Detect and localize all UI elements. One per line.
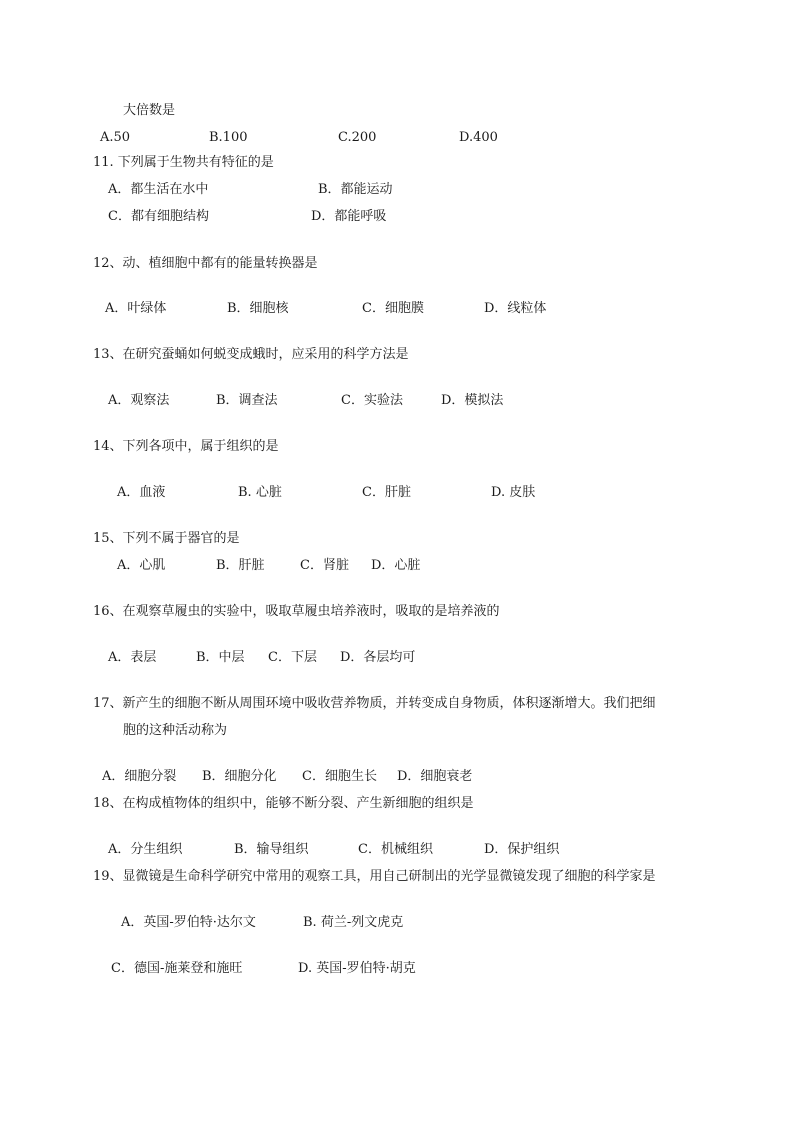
question-15-option-c: C．肾脏: [300, 558, 349, 573]
question-13-option-b: B．调查法: [216, 393, 278, 408]
question-10-option-b: B.100: [209, 130, 248, 145]
question-13-option-c: C．实验法: [341, 393, 403, 408]
question-11-stem: 11. 下列属于生物共有特征的是: [93, 155, 274, 170]
question-11-option-d: D．都能呼吸: [311, 209, 387, 224]
question-13-option-d: D．模拟法: [441, 393, 504, 408]
question-16-stem: 16、在观察草履虫的实验中，吸取草履虫培养液时，吸取的是培养液的: [93, 604, 500, 619]
question-15-stem: 15、下列不属于器官的是: [93, 531, 240, 546]
question-19-option-a: A．英国-罗伯特·达尔文: [121, 915, 256, 930]
question-14-option-c: C．肝脏: [362, 485, 411, 500]
question-12-option-d: D．线粒体: [484, 301, 547, 316]
question-18-option-c: C．机械组织: [358, 842, 433, 857]
question-11-option-b: B．都能运动: [318, 182, 393, 197]
question-14-option-d: D. 皮肤: [491, 485, 536, 500]
question-10-option-d: D.400: [459, 130, 498, 145]
question-16-option-b: B．中层: [196, 650, 245, 665]
question-17-stem-line-1: 17、新产生的细胞不断从周围环境中吸收营养物质，并转变成自身物质，体积逐渐增大。我们把细: [93, 696, 656, 711]
question-18-option-b: B．输导组织: [234, 842, 309, 857]
question-11-option-c: C．都有细胞结构: [108, 209, 209, 224]
question-14-stem: 14、下列各项中，属于组织的是: [93, 439, 279, 454]
question-18-option-a: A．分生组织: [108, 842, 183, 857]
question-19-option-b: B. 荷兰-列文虎克: [303, 915, 404, 930]
question-10-option-a: A.50: [100, 130, 131, 145]
question-19-stem: 19、显微镜是生命科学研究中常用的观察工具，用自己研制出的光学显微镜发现了细胞的科学家是: [93, 869, 656, 884]
question-17-option-c: C．细胞生长: [302, 769, 377, 784]
question-11-option-a: A．都生活在水中: [108, 182, 209, 197]
question-12-stem: 12、动、植细胞中都有的能量转换器是: [93, 256, 318, 271]
question-17-option-d: D．细胞衰老: [397, 769, 473, 784]
question-16-option-c: C．下层: [268, 650, 317, 665]
question-17-option-a: A．细胞分裂: [102, 769, 177, 784]
question-17-stem-line-2: 胞的这种活动称为: [123, 723, 228, 738]
question-18-stem: 18、在构成植物体的组织中，能够不断分裂、产生新细胞的组织是: [93, 796, 474, 811]
question-17-option-b: B．细胞分化: [202, 769, 277, 784]
question-14-option-a: A．血液: [117, 485, 166, 500]
question-12-option-b: B．细胞核: [227, 301, 289, 316]
question-10-option-c: C.200: [338, 130, 377, 145]
question-15-option-a: A．心肌: [117, 558, 166, 573]
question-19-option-c: C．德国-施莱登和施旺: [111, 961, 243, 976]
question-12-option-a: A．叶绿体: [105, 301, 167, 316]
question-16-option-d: D．各层均可: [340, 650, 416, 665]
question-12-option-c: C．细胞膜: [362, 301, 424, 316]
question-19-option-d: D. 英国-罗伯特·胡克: [298, 961, 416, 976]
question-16-option-a: A．表层: [108, 650, 157, 665]
question-10-stem-continuation: 大倍数是: [123, 103, 176, 118]
question-13-option-a: A．观察法: [108, 393, 170, 408]
question-15-option-b: B．肝脏: [216, 558, 265, 573]
question-13-stem: 13、在研究蚕蛹如何蜕变成蛾时，应采用的科学方法是: [93, 347, 409, 362]
question-18-option-d: D．保护组织: [484, 842, 560, 857]
question-15-option-d: D．心脏: [371, 558, 421, 573]
question-14-option-b: B. 心脏: [238, 485, 282, 500]
